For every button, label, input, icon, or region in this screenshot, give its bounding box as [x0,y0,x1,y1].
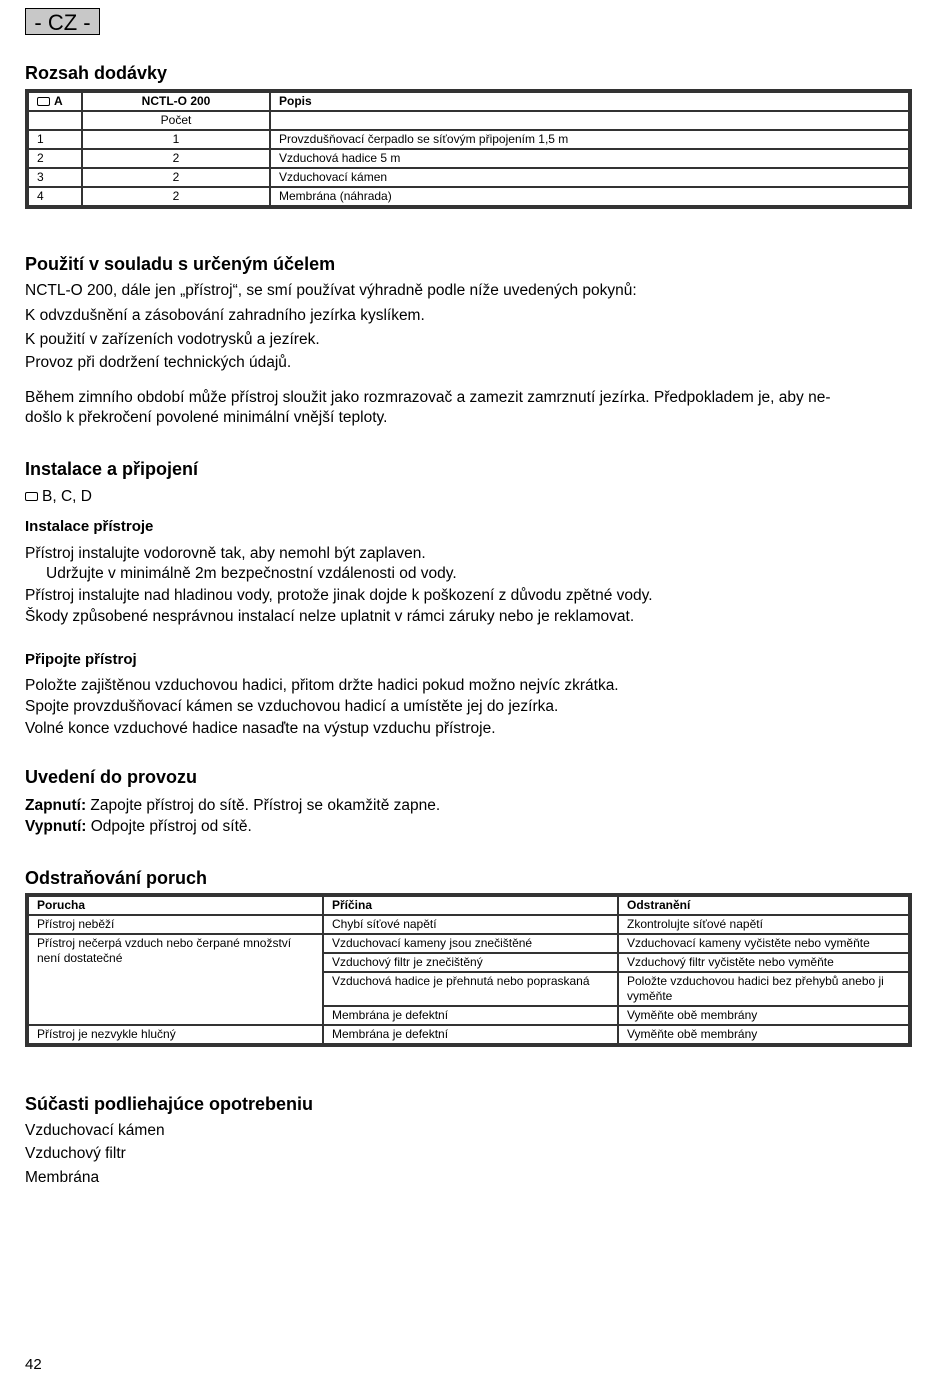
scope-sub-qty: Počet [83,112,269,129]
table-row [29,131,908,148]
book-icon [25,492,38,501]
scope-col-desc: Popis [271,93,908,110]
install-line: Přístroj instalujte nad hladinou vody, protože jinak dojde k poškození z důvodu zpětné vody. [25,587,653,604]
fix-cell: Vzduchovací kameny vyčistěte nebo vyměňte [619,935,908,952]
scope-qty: 1 [83,131,269,148]
fix-cell: Vyměňte obě membrány [619,1007,908,1024]
scope-qty: 2 [83,150,269,167]
wear-heading: Súčasti podliehajúce opotrebeniu [25,1094,314,1114]
scope-col-model: NCTL-O 200 [83,93,269,110]
install-heading: Instalace a připojení [25,459,199,479]
fault-cell: Přístroj je nezvykle hlučný [29,1026,322,1043]
operation-heading: Uvedení do provozu [25,767,198,787]
scope-table [25,89,912,209]
scope-pos: 1 [29,131,81,148]
table-row [29,935,908,952]
usage-line: došlo k překročení povolené minimální vnější teploty. [25,409,388,426]
fix-cell: Položte vzduchovou hadici bez přehybů anebo ji vyměňte [619,973,908,1005]
cause-cell: Chybí síťové napětí [324,916,617,933]
scope-col-a: A [29,93,81,110]
table-row [29,150,908,167]
wear-item: Vzduchovací kámen [25,1122,165,1139]
install-ref: B, C, D [25,487,92,507]
table-row [29,112,908,129]
cause-cell: Vzduchový filtr je znečištěný [324,954,617,971]
operation-off: Vypnutí: Odpojte přístroj od sítě. [25,818,252,835]
scope-desc: Vzduchovací kámen [271,169,908,186]
usage-line: Provoz při dodržení technických údajů. [25,354,292,371]
scope-heading: Rozsah dodávky [25,63,168,83]
table-row [29,188,908,205]
faults-table [25,893,912,1047]
table-row [29,897,908,914]
connect-sub-heading: Připojte přístroj [25,651,137,668]
scope-desc: Membrána (náhrada) [271,188,908,205]
install-line: Škody způsobené nesprávnou instalací nelze uplatnit v rámci záruky nebo je reklamovat. [25,608,635,625]
page-number: 42 [25,1356,42,1373]
wear-item: Membrána [25,1169,100,1186]
table-row [29,93,908,110]
cause-cell: Vzduchovací kameny jsou znečištěné [324,935,617,952]
language-badge: - CZ - [25,8,100,35]
scope-desc: Vzduchová hadice 5 m [271,150,908,167]
usage-line: K odvzdušnění a zásobování zahradního jezírka kyslíkem. [25,307,425,324]
scope-pos: 3 [29,169,81,186]
fix-cell: Vzduchový filtr vyčistěte nebo vyměňte [619,954,908,971]
connect-line: Volné konce vzduchové hadice nasaďte na výstup vzduchu přístroje. [25,720,496,737]
usage-line: NCTL-O 200, dále jen „přístroj“, se smí používat výhradně podle níže uvedených pokynů: [25,282,637,299]
usage-line: Během zimního období může přístroj sloužit jako rozmrazovač a zamezit zamrznutí jezírka. Předpokladem je, aby ne- [25,389,831,406]
fix-cell: Zkontrolujte síťové napětí [619,916,908,933]
table-row [29,1026,908,1043]
table-row [29,169,908,186]
install-line: Přístroj instalujte vodorovně tak, aby nemohl být zaplaven. [25,545,426,562]
book-icon [37,97,50,106]
scope-qty: 2 [83,169,269,186]
connect-line: Spojte provzdušňovací kámen se vzduchovou hadicí a umístěte jej do jezírka. [25,698,559,715]
install-sub-heading: Instalace přístroje [25,518,154,535]
scope-qty: 2 [83,188,269,205]
table-row [29,916,908,933]
fix-cell: Vyměňte obě membrány [619,1026,908,1043]
usage-line: K použití v zařízeních vodotrysků a jezírek. [25,331,320,348]
faults-col-cause: Příčina [324,897,617,914]
fault-cell: Přístroj neběží [29,916,322,933]
cause-cell: Membrána je defektní [324,1026,617,1043]
scope-pos: 2 [29,150,81,167]
wear-item: Vzduchový filtr [25,1145,126,1162]
usage-heading: Použití v souladu s určeným účelem [25,254,336,274]
scope-pos: 4 [29,188,81,205]
faults-col-fix: Odstranění [619,897,908,914]
install-line: Udržujte v minimálně 2m bezpečnostní vzdálenosti od vody. [46,565,457,582]
scope-desc: Provzdušňovací čerpadlo se síťovým připojením 1,5 m [271,131,908,148]
faults-heading: Odstraňování poruch [25,868,208,888]
faults-col-fault: Porucha [29,897,322,914]
cause-cell: Vzduchová hadice je přehnutá nebo popraskaná [324,973,617,1005]
connect-line: Položte zajištěnou vzduchovou hadici, přitom držte hadici pokud možno nejvíc zkrátka. [25,677,619,694]
cause-cell: Membrána je defektní [324,1007,617,1024]
operation-on: Zapnutí: Zapojte přístroj do sítě. Přístroj se okamžitě zapne. [25,797,441,814]
fault-cell: Přístroj nečerpá vzduch nebo čerpané množství není dostatečné [29,935,322,1024]
